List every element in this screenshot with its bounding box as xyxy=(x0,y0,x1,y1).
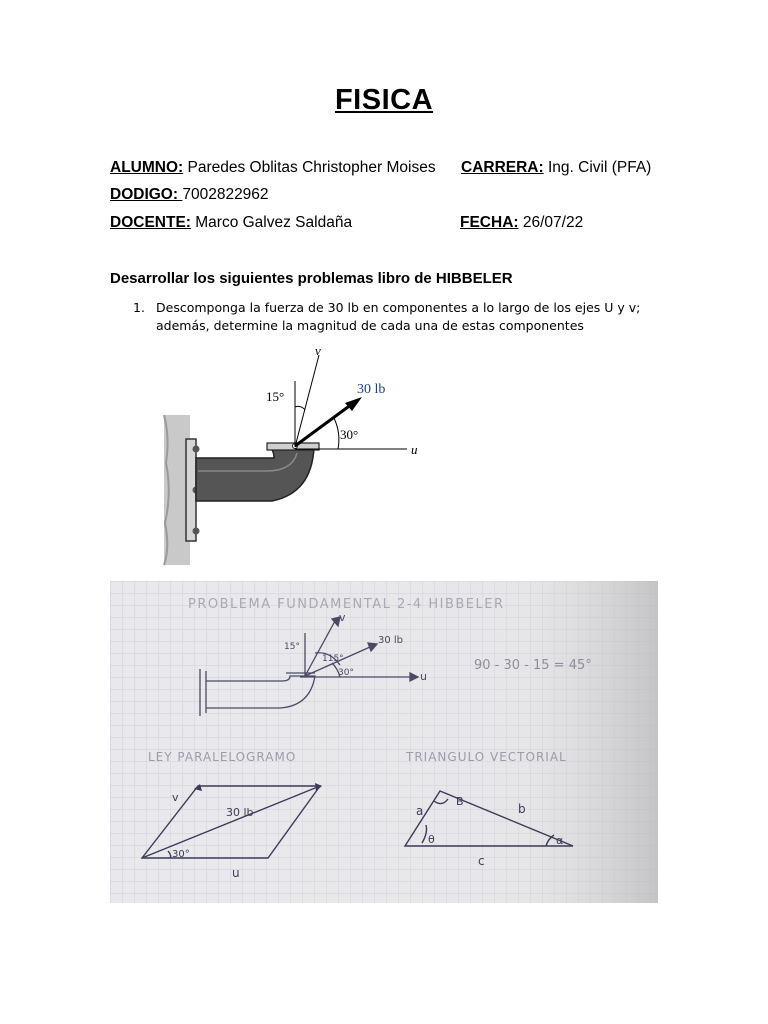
hw-equation: 90 - 30 - 15 = 45° xyxy=(474,658,592,673)
carrera-line xyxy=(461,159,651,177)
hw-tri-title: TRIANGULO VECTORIAL xyxy=(406,750,567,764)
hw-t-c: c xyxy=(478,854,485,868)
hw-ley-title: LEY PARALELOGRAMO xyxy=(148,750,297,764)
codigo-line xyxy=(110,186,269,204)
u-axis-label: u xyxy=(411,442,418,457)
hw-angle-30: 30° xyxy=(338,668,354,678)
hw-angle-15: 15° xyxy=(284,642,300,652)
hw-t-b: b xyxy=(518,802,526,816)
document-title: FISICA xyxy=(334,84,434,116)
carrera-value: Ing. Civil (PFA) xyxy=(543,159,652,176)
hw-p-force: 30 lb xyxy=(226,806,254,819)
hw-t-theta: θ xyxy=(428,833,435,846)
textbook-figure xyxy=(152,343,432,568)
alumno-line xyxy=(110,159,436,177)
angle-30-label: 30° xyxy=(340,427,359,442)
hw-p-v: v xyxy=(172,791,179,804)
docente-value: Marco Galvez Saldaña xyxy=(190,214,353,231)
v-axis xyxy=(295,355,319,447)
hw-p-angle: 30° xyxy=(172,849,190,860)
hw-t-a: a xyxy=(416,804,424,818)
hw-v-label: v xyxy=(339,611,346,624)
carrera-label: CARRERA: xyxy=(461,159,544,176)
codigo-value: 7002822962 xyxy=(182,186,269,203)
problem-number: 1. xyxy=(133,300,145,315)
force-label: 30 lb xyxy=(357,382,386,397)
hw-angle-115: 115° xyxy=(322,654,344,664)
docente-label: DOCENTE: xyxy=(110,214,191,231)
hw-u-label: u xyxy=(420,670,427,683)
codigo-label: DODIGO: xyxy=(110,186,183,203)
hw-t-B: B xyxy=(456,795,464,808)
fecha-label: FECHA: xyxy=(460,214,519,231)
fecha-line xyxy=(460,214,583,232)
problem-text: Descomponga la fuerza de 30 lb en componentes a lo largo de los ejes U y v; además, determine la magnitud de cada una de estas componentes xyxy=(156,300,641,333)
docente-line xyxy=(110,214,352,232)
hw-force: 30 lb xyxy=(378,635,404,646)
angle-15-label: 15° xyxy=(266,389,285,404)
section-heading: Desarrollar los siguientes problemas libro de HIBBELER xyxy=(110,270,513,287)
handwritten-notes-photo xyxy=(110,581,658,903)
hw-header: PROBLEMA FUNDAMENTAL 2-4 HIBBELER xyxy=(188,597,505,612)
hw-t-alpha: α xyxy=(556,834,564,847)
alumno-value: Paredes Oblitas Christopher Moises xyxy=(183,159,436,176)
v-axis-label: v xyxy=(315,343,321,358)
fecha-value: 26/07/22 xyxy=(518,214,584,231)
alumno-label: ALUMNO: xyxy=(110,159,184,176)
hw-p-u: u xyxy=(232,866,240,880)
